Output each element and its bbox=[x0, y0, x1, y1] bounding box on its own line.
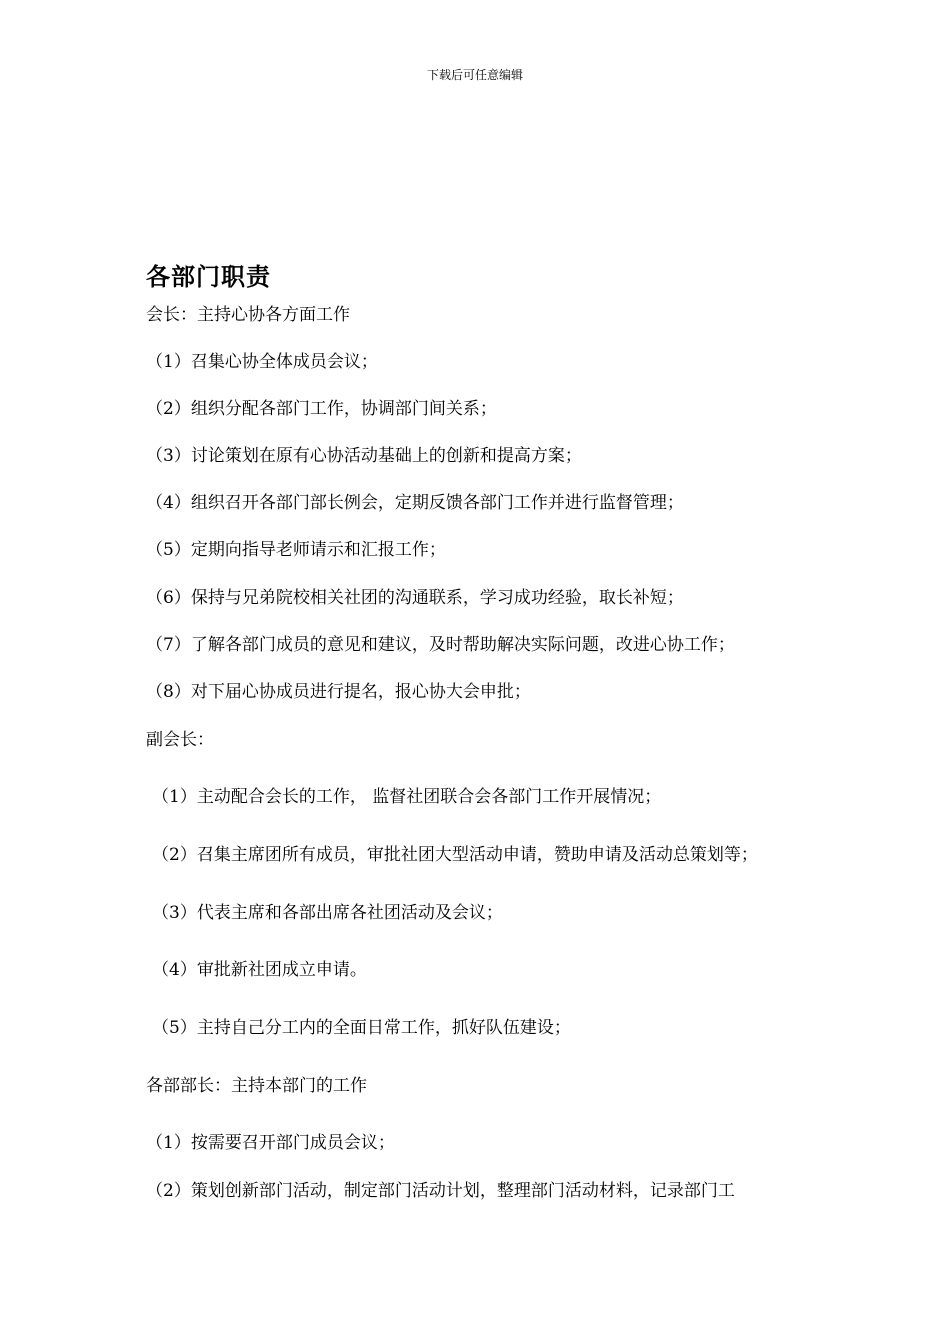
list-item: （5）定期向指导老师请示和汇报工作； bbox=[146, 540, 446, 560]
list-item: （8）对下届心协成员进行提名，报心协大会申批； bbox=[146, 682, 531, 702]
list-item: （5）主持自己分工内的全面日常工作，抓好队伍建设； bbox=[152, 1018, 571, 1038]
list-item: （2）组织分配各部门工作，协调部门间关系； bbox=[146, 399, 497, 419]
list-item: （3）代表主席和各部出席各社团活动及会议； bbox=[152, 903, 503, 923]
list-item: （7）了解各部门成员的意见和建议，及时帮助解决实际问题，改进心协工作； bbox=[146, 635, 735, 655]
list-item: （2）召集主席团所有成员，审批社团大型活动申请，赞助申请及活动总策划等； bbox=[152, 845, 758, 865]
page-title: 各部门职责 bbox=[146, 263, 271, 291]
list-item: （1）按需要召开部门成员会议； bbox=[146, 1133, 395, 1153]
list-item: （1）主动配合会长的工作， 监督社团联合会各部门工作开展情况； bbox=[152, 787, 662, 807]
list-item: （4）审批新社团成立申请。 bbox=[152, 960, 367, 980]
list-item: （2）策划创新部门活动，制定部门活动计划，整理部门活动材料，记录部门工 bbox=[146, 1181, 735, 1201]
list-item: （4）组织召开各部门部长例会，定期反馈各部门工作并进行监督管理； bbox=[146, 493, 684, 513]
list-item: （3）讨论策划在原有心协活动基础上的创新和提高方案； bbox=[146, 446, 582, 466]
section-heading-president: 会长：主持心协各方面工作 bbox=[146, 305, 350, 325]
list-item: （6）保持与兄弟院校相关社团的沟通联系，学习成功经验，取长补短； bbox=[146, 588, 684, 608]
section-heading-department-heads: 各部部长：主持本部门的工作 bbox=[146, 1076, 367, 1096]
list-item: （1）召集心协全体成员会议； bbox=[146, 352, 378, 372]
section-heading-vice-president: 副会长： bbox=[146, 730, 214, 750]
page-header: 下载后可任意编辑 bbox=[426, 68, 523, 82]
